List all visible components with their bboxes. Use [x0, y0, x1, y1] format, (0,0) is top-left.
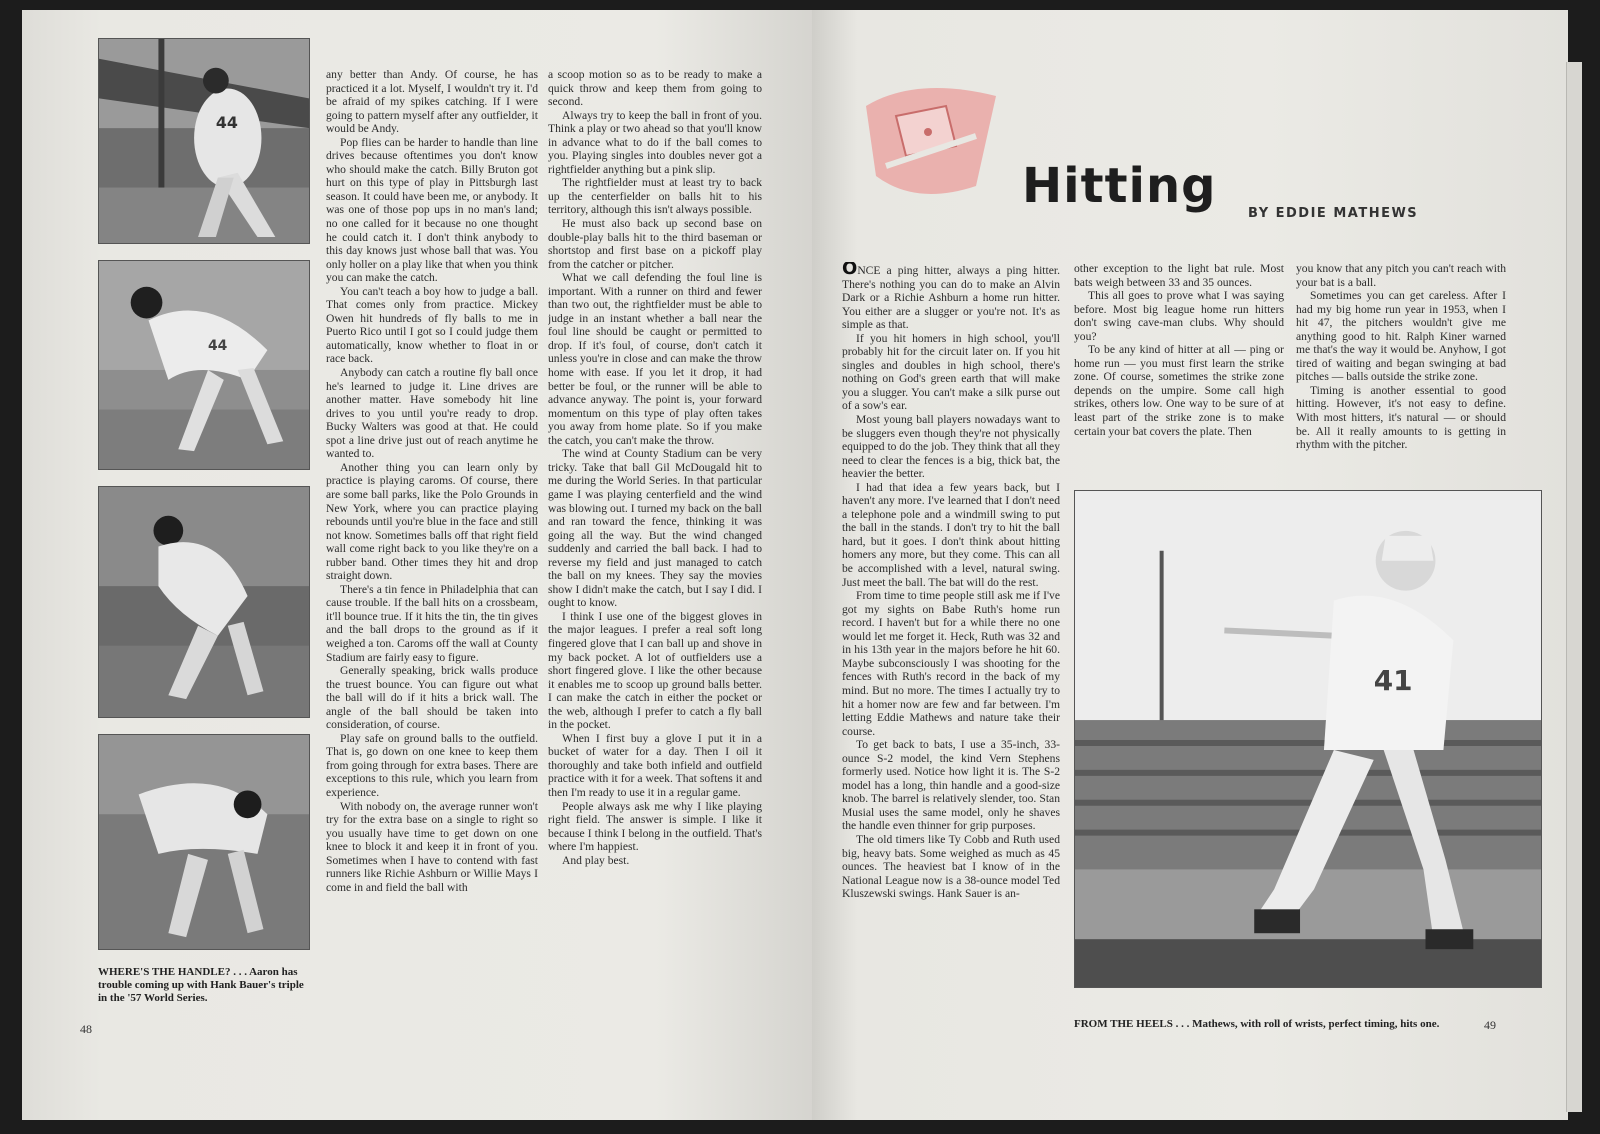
drop-cap: O: [842, 262, 858, 279]
left-column-1: [326, 68, 538, 1038]
baseball-diamond-logo: [856, 76, 1006, 206]
paragraph: When I first buy a glove I put it in a bucket of water for a day. Then I oil it thoroughly and take both infield and outfield practice with it for a week. That softens it and then I'm ready to use it in a regular game.: [548, 731, 762, 799]
paragraph: I think I use one of the biggest gloves in the major leagues. I prefer a real soft long fingered glove that I can ball up and shove in my back pocket. A lot of outfielders use a short fingered glove. I like the other because it enables me to scoop up ground balls better. I can make the catch in either the pocket or the web, although I prefer to catch a fly ball in the pocket.: [548, 609, 762, 732]
caption-text: . . . Mathews, with roll of wrists, perfect timing, hits one.: [1172, 1018, 1440, 1030]
paragraph: any better than Andy. Of course, he has practiced it a lot. Myself, I wouldn't try it. I'd be afraid of my spikes catching. If I were going to pattern myself after any outfielder, it would be Andy.: [326, 68, 538, 136]
paragraph: There's a tin fence in Philadelphia that can cause trouble. If the ball hits on a crossbeam, it'll bounce true. If it hits the tin, the tin gives and the ball drops to the ground as if it weighed a ton. Caroms off the wall at County Stadium are fairly easy to figure.: [326, 582, 538, 664]
paragraph: People always ask me why I like playing right field. The answer is simple. I like it because I think I belong in the outfield. That's where I'm happiest.: [548, 799, 762, 854]
paragraph: He must also back up second base on double-play balls hit to the third baseman or shortstop and first base on a pickoff play from the catcher or pitcher.: [548, 217, 762, 271]
paragraph: a scoop motion so as to be ready to make a quick throw and keep them from going to second.: [548, 68, 762, 109]
paragraph: Play safe on ground balls to the outfield. That is, go down on one knee to keep them from going through for extra bases. There are exceptions to this rule, which you learn from experience.: [326, 731, 538, 799]
paragraph: To be any kind of hitter at all — ping or home run — you must first learn the strike zone. Of course, sometimes the strike zone depends on the umpire. Some call high strikes, others low. One way to be sure of at least part of the strike zone is to make certain your bat covers the plate. Then: [1074, 343, 1284, 438]
right-column-2: [1074, 262, 1284, 482]
photo-caption-left: [98, 966, 312, 1005]
paragraph: you know that any pitch you can't reach with your bat is a ball.: [1296, 262, 1506, 289]
paragraph: I had that idea a few years back, but I haven't any more. I've learned that I don't need a telephone pole and a windmill swing to put the ball in the stands. I don't try to hit the ball hard, but it goes. I don't think about hitting homers any more, but they come. This can all be accomplished with a level, natural swing. Just meet the ball. The bat will do the rest.: [842, 480, 1060, 589]
photo-aaron-2: [98, 260, 310, 470]
paragraph: Timing is another essential to good hitting. However, it's not easy to define. With most hitters, it's natural — or should be. All it really amounts to is getting in rhythm with the pitcher.: [1296, 383, 1506, 452]
caption-text: . . . Aaron has trouble coming up with Hank Bauer's triple in the '57 World Series.: [98, 966, 304, 1004]
paragraph: The wind at County Stadium can be very tricky. Take that ball Gil McDougald hit to me during the World Series. In that particular game I was playing centerfield and the wind was blowing out. I turned my back on the ball and ran toward the fence, thinking it was going all the way. But the wind changed suddenly and carried the ball back. I had to reverse my field and just managed to catch the ball on my knees. They say the movies show I didn't make the catch, but I say I did. I ought to know.: [548, 447, 762, 610]
paragraph: From time to time people still ask me if I've got my sights on Babe Ruth's home run record. I haven't but for a while there no one would let me forget it. Heck, Ruth was 32 and in his 13th year in the majors before he hit 60. Maybe subconsciously I was shooting for the fences with Ruth's record in the back of my mind. But no more. The times I actually try to hit a homer now are few and far between. I'm letting Eddie Mathews and nature take their course.: [842, 589, 1060, 738]
paragraph: Another thing you can learn only by practice is playing caroms. Of course, there are some ball parks, like the Polo Grounds in New York, where you can practice playing rebounds until you're blue in the face and still not know. Sometimes balls off that right field wall come right back to you like they're on a rubber band. Other times they hit and drop straight down.: [326, 460, 538, 583]
left-column-2: [548, 68, 762, 1038]
paragraph: Sometimes you can get careless. After I had my big home run year in 1953, when I hit 47, the pitchers wouldn't give me anything good to hit. Ralph Kiner warned me that's the way it would be. Anyhow, I got tired of waiting and began swinging at bad pitches — balls outside the strike zone.: [1296, 289, 1506, 384]
paragraph: What we call defending the foul line is important. With a runner on third and fewer than two out, the rightfielder must be able to judge in an instant whether a ball near the foul line should be caught or permitted to drop. If it's foul, of course, don't catch it unless you're in close and can make the throw home with ease. If you let it drop, it had better be foul, or the runner will be able to advance anyway. The point is, your forward momentum on this type of play often takes you away from home plate. So if you make the catch, you can't make the throw.: [548, 271, 762, 447]
paragraph: [842, 262, 1060, 332]
caption-lead: WHERE'S THE HANDLE?: [98, 966, 231, 978]
paragraph: To get back to bats, I use a 35-inch, 33-ounce S-2 model, the kind Vern Stephens formerly used. Notice how light it is. The S-2 model has a long, thin handle and a good-size knob. The barrel is relatively slender, too. Stan Musial uses the same model, only he shaves the handle even thinner for grip purposes.: [842, 738, 1060, 833]
paragraph: The rightfielder must at least try to back up the centerfielder on balls hit to his territory, although this isn't always possible.: [548, 176, 762, 217]
caption-lead: FROM THE HEELS: [1074, 1018, 1173, 1030]
photo-aaron-4: [98, 734, 310, 950]
paragraph: And play best.: [562, 853, 630, 867]
right-column-1: [842, 262, 1060, 1042]
page-number-right: 49: [1484, 1018, 1496, 1032]
paragraph: Always try to keep the ball in front of you. Think a play or two ahead so that you'll know in advance what to do if the ball comes to you. Playing singles into doubles never got a rightfielder anything but a pink slip.: [548, 108, 762, 176]
paragraph: This all goes to prove what I was saying before. Most big league home run hitters don't swing cave-man clubs. Why should you?: [1074, 289, 1284, 343]
right-column-3: [1296, 262, 1506, 482]
right-page: [812, 10, 1568, 1120]
paragraph: Most young ball players nowadays want to be sluggers even though they're not physically equipped to do the job. They think that all they need to clear the fences is a big, thick bat, the heavier the better.: [842, 413, 1060, 481]
paragraph: Pop flies can be harder to handle than line drives because oftentimes you don't know who should make the catch. Billy Bruton got hurt on this type of play in Pittsburgh last season. It could have been me, or anybody. It was one of those pop ups in no man's land; no one called for it because no one thought he could catch it. I don't think anybody to this day knows just whose ball that was. You only holler on a play like that when you think you can make the catch.: [326, 135, 538, 285]
paragraph: other exception to the light bat rule. Most bats weigh between 33 and 35 ounces.: [1074, 262, 1284, 289]
photo-caption-right: [1074, 1018, 1542, 1031]
photo-aaron-3: [98, 486, 310, 718]
paragraph: Generally speaking, brick walls produce the truest bounce. You can figure out what the ball will do if it hits a brick wall. The angle of the ball should be taken into consideration, of course.: [326, 664, 538, 732]
svg-text:44: 44: [207, 338, 228, 355]
svg-text:44: 44: [215, 113, 238, 133]
article-byline: BY EDDIE MATHEWS: [1248, 206, 1419, 221]
paragraph: Anybody can catch a routine fly ball once he's learned to judge it. Line drives are another matter. Have somebody hit line drives to you until you're ready to drop. Bucky Walters was good at that. He could spot a line drive just out of reach anytime he wanted to.: [326, 366, 538, 461]
paragraph: If you hit homers in high school, you'll probably hit for the circuit later on. If you hit singles and doubles in high school, there's nothing on God's green earth that will make you a slugger. You can't make a silk purse out of a sow's ear.: [842, 331, 1060, 413]
paragraph: The old timers like Ty Cobb and Ruth used big, heavy bats. Some weighed as much as 45 ounces. The heaviest bat I know of in the National League now is a 38-ounce model Ted Kluszewski swings. Hank Sauer is an-: [842, 832, 1060, 901]
paragraph-text: NCE a ping hitter, always a ping hitter. There's nothing you can do to make an Alvin Dark or a Richie Ashburn a home run hitter. You either are a slugger or you're not. It's as simple as that.: [842, 264, 1060, 332]
photo-mathews-swing: [1074, 490, 1542, 988]
paragraph: You can't teach a boy how to judge a ball. That comes only from practice. Mickey Owen hit hundreds of fly balls to me in Puerto Rico until I got so I could judge them automatically, know whether to float in or race back.: [326, 284, 538, 366]
page-edge: [1566, 62, 1582, 1112]
photo-aaron-1: [98, 38, 310, 244]
svg-text:41: 41: [1373, 664, 1413, 698]
paragraph: With nobody on, the average runner won't try for the extra base on a single to right so you usually have time to get down on one knee to block it and keep it in front of you. Sometimes when I have to contend with fast runners like Richie Ashburn or Willie Mays I come in and field the ball with: [326, 799, 538, 894]
article-title: Hitting: [1022, 158, 1217, 214]
left-page: [22, 10, 814, 1120]
magazine-spread: [22, 10, 1568, 1120]
page-number-left: 48: [80, 1022, 92, 1036]
